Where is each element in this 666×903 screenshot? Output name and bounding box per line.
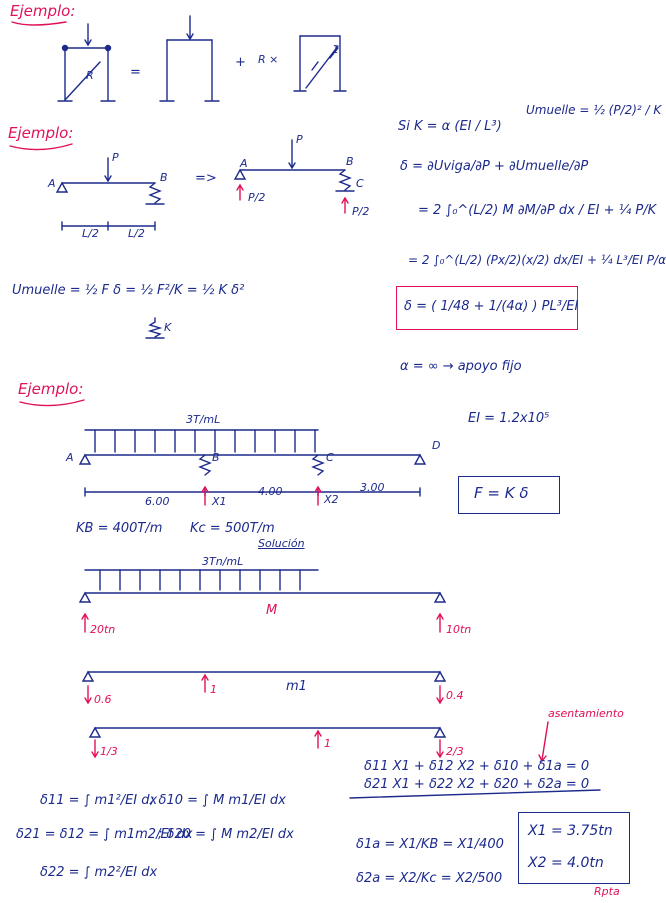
ex3-M: M: [266, 603, 278, 618]
ex3-asentamiento: asentamiento: [548, 707, 624, 720]
ex3-d1a: δ1a = X1/KB = X1/400: [356, 837, 504, 852]
ex2-P: P: [112, 151, 119, 164]
ex2-A-2: A: [240, 157, 248, 170]
spring-symbol: [146, 318, 164, 338]
ex3-r20: 20tn: [90, 623, 116, 636]
ex3-load-2: 3Tn/mL: [202, 555, 244, 568]
ex1-r-label: R: [86, 69, 94, 82]
ex3-d12: δ21 = δ12 = ∫ m1m2/EI dx: [16, 827, 193, 842]
ex3-d20: ; δ20 = ∫ M m2/EI dx: [158, 827, 294, 842]
ex2-C: C: [356, 177, 364, 190]
ex2-reaction-left: P/2: [248, 191, 266, 204]
ex3-compat-1: δ11 X1 + δ12 X2 + δ10 + δ1a = 0: [364, 759, 590, 774]
ex3-d2a: δ2a = X2/Kc = X2/500: [356, 871, 503, 886]
ex3-compat-2: δ21 X1 + δ22 X2 + δ20 + δ2a = 0: [364, 777, 590, 792]
ex3-x2: X2: [324, 493, 339, 506]
ex2-A: A: [48, 177, 56, 190]
ex3-fks: F = K δ: [474, 484, 529, 502]
ex3-answer-x2: X2 = 4.0tn: [528, 855, 604, 871]
primary-beam-M: [80, 570, 445, 602]
ex3-m1-one: 1: [210, 683, 217, 696]
ex1-one: 1: [332, 43, 339, 56]
example-1-heading: Ejemplo:: [10, 2, 76, 20]
ex3-B: B: [212, 451, 220, 464]
ex3-C: C: [326, 451, 334, 464]
unit-beam-m2: [90, 728, 445, 737]
example-2-heading: Ejemplo:: [8, 124, 74, 142]
ex2-P-2: P: [296, 133, 303, 146]
ex3-d10: ; δ10 = ∫ M m1/EI dx: [150, 793, 286, 808]
ex2-half-2: L/2: [128, 227, 145, 240]
ex3-m2-one: 1: [324, 737, 331, 750]
ex3-r10: 10tn: [446, 623, 472, 636]
ex2-reaction-right: P/2: [352, 205, 370, 218]
beam-reactions: [235, 140, 354, 191]
ex2-half-1: L/2: [82, 227, 99, 240]
ex3-D: D: [432, 439, 441, 452]
ex3-span-2: 4.00: [258, 485, 283, 498]
ex3-m2-right: 2/3: [446, 745, 464, 758]
ex2-delta-1: δ = ∂Uviga/∂P + ∂Umuelle/∂P: [400, 159, 589, 174]
ex1-plus: +: [235, 55, 246, 70]
ex2-delta-3: = 2 ∫₀^(L/2) (Px/2)(x/2) dx/EI + ¼ L³/EI P/α: [408, 253, 666, 267]
frame-primary: [160, 16, 219, 101]
ex2-spring-energy: Umuelle = ½ F δ = ½ F²/K = ½ K δ²: [12, 283, 245, 298]
ex2-B-2: B: [346, 155, 354, 168]
ex3-span-3: 3.00: [360, 481, 385, 494]
ex3-load: 3T/mL: [186, 413, 221, 426]
ex2-delta-2: = 2 ∫₀^(L/2) M ∂M/∂P dx / EI + ¼ P/K: [418, 203, 657, 218]
ex3-answer-x1: X1 = 3.75tn: [528, 823, 613, 839]
ex2-implies: =>: [195, 171, 217, 186]
ex1-r-times: R ×: [258, 53, 279, 66]
ex3-A: A: [66, 451, 74, 464]
ex3-m2-left: 1/3: [100, 745, 118, 758]
ex3-kb: KB = 400T/m: [76, 521, 163, 536]
example-3-heading: Ejemplo:: [18, 380, 84, 398]
ex3-m1-left: 0.6: [94, 693, 112, 706]
ex3-d11: δ11 = ∫ m1²/EI dx: [40, 793, 158, 808]
ex2-umuelle: Umuelle = ½ (P/2)² / K: [526, 103, 662, 117]
ex2-B: B: [160, 171, 168, 184]
beam-spring: [57, 158, 164, 230]
ex3-kc: Kc = 500T/m: [190, 521, 275, 536]
ex3-ei: EI = 1.2x10⁵: [468, 411, 550, 426]
ex3-span-1: 6.00: [145, 495, 170, 508]
ex3-solucion: Solución: [258, 537, 305, 550]
ex2-condition: Si K = α (EI / L³): [398, 119, 502, 134]
ex3-d22: δ22 = ∫ m2²/EI dx: [40, 865, 158, 880]
frame-original: [58, 24, 115, 101]
ex2-limit: α = ∞ → apoyo fijo: [400, 359, 522, 374]
ex2-result: δ = ( 1/48 + 1/(4α) ) PL³/EI: [404, 299, 579, 314]
ex3-x1: X1: [212, 495, 227, 508]
ex3-rpta: Rpta: [594, 885, 620, 898]
unit-beam-m1: [83, 672, 445, 681]
ex3-m1: m1: [286, 679, 307, 694]
ex3-m1-right: 0.4: [446, 689, 464, 702]
ex2-spring-k: K: [164, 321, 172, 334]
ex1-equals: =: [130, 65, 141, 80]
